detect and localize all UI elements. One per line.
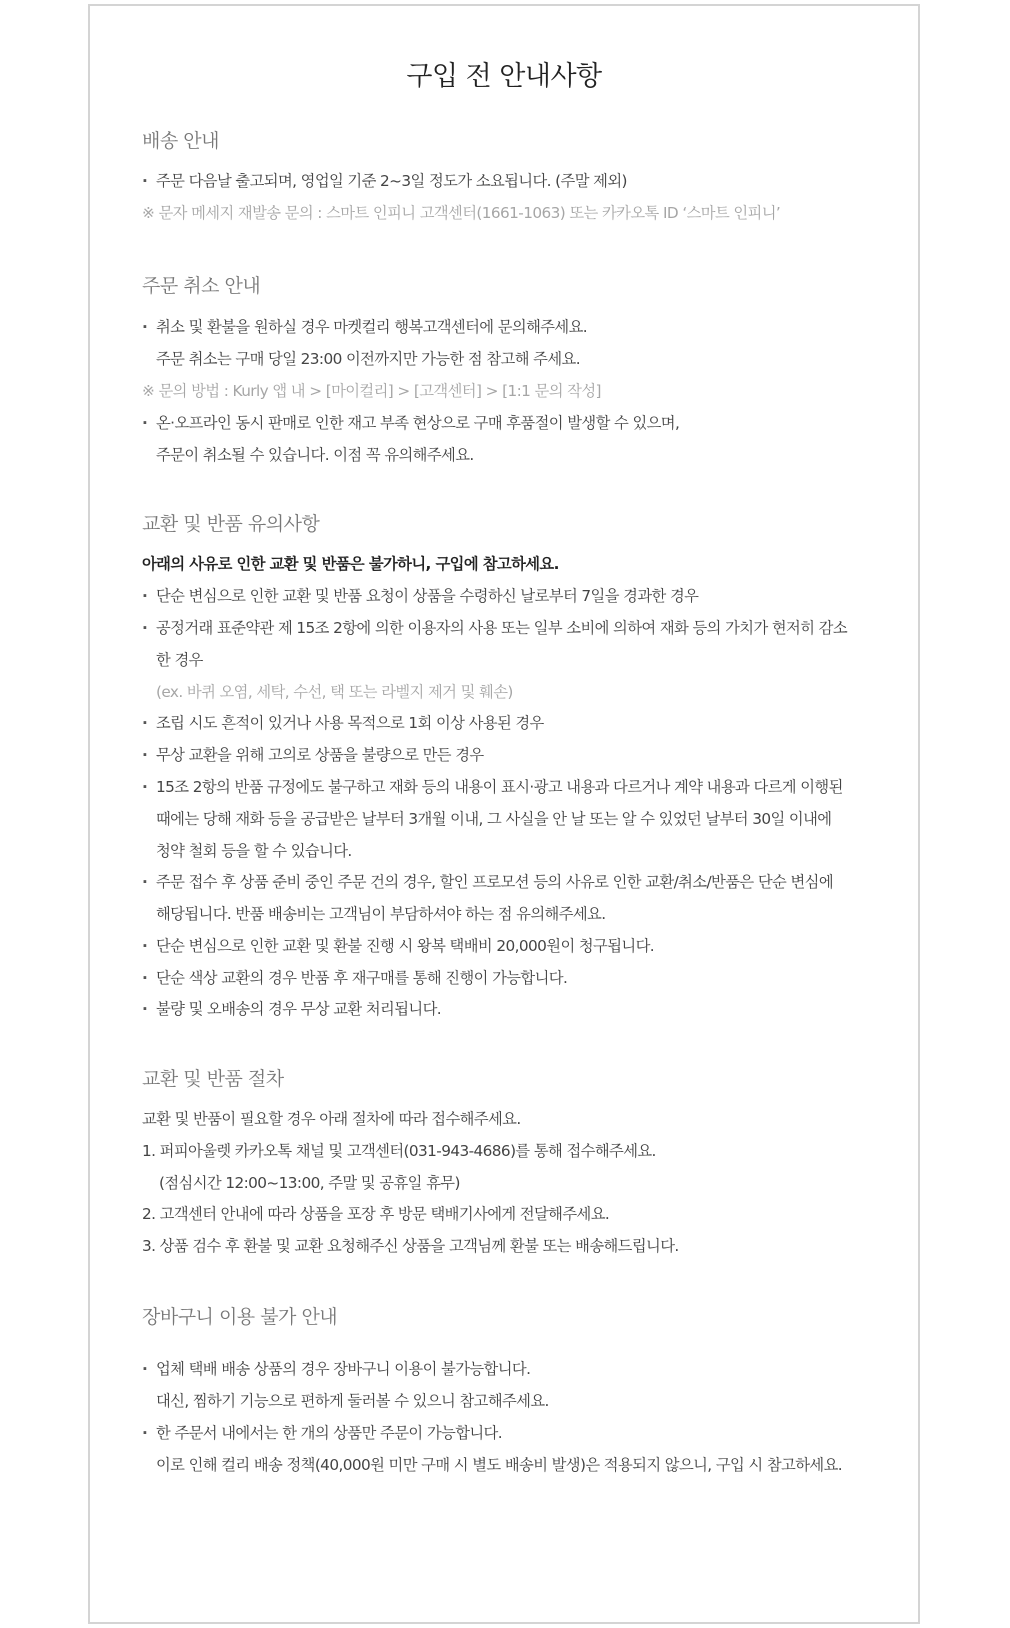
procedure-step-2: 2. 고객센터 안내에 따라 상품을 포장 후 방문 택배기사에게 전달해주세요. (142, 1205, 610, 1223)
cancel-note: ※ 문의 방법 : Kurly 앱 내 > [마이컬리] > [고객센터] > [1:1 문의 작성] (142, 382, 601, 400)
procedure-intro: 교환 및 반품이 필요할 경우 아래 절차에 따라 접수해주세요. (142, 1110, 521, 1128)
exchange-intro: 아래의 사유로 인한 교환 및 반품은 불가하니, 구입에 참고하세요. (142, 555, 559, 573)
exchange-item-8: · 단순 색상 교환의 경우 반품 후 재구매를 통해 진행이 가능합니다. (142, 968, 567, 988)
exchange-item-6-cont: 해당됩니다. 반품 배송비는 고객님이 부담하셔야 하는 점 유의해주세요. (156, 905, 606, 923)
cart-item-1-cont: 대신, 찜하기 기능으로 편하게 둘러볼 수 있으니 참고해주세요. (156, 1392, 549, 1410)
cancel-item-1: · 취소 및 환불을 원하실 경우 마켓컬리 행복고객센터에 문의해주세요. (142, 317, 587, 337)
cart-item-2: · 한 주문서 내에서는 한 개의 상품만 주문이 가능합니다. (142, 1423, 502, 1443)
shipping-note: ※ 문자 메세지 재발송 문의 : 스마트 인피니 고객센터(1661-1063) 또는 카카오톡 ID ‘스마트 인피니’ (142, 204, 781, 222)
exchange-item-4: · 무상 교환을 위해 고의로 상품을 불량으로 만든 경우 (142, 745, 484, 765)
section-heading-exchange: 교환 및 반품 유의사항 (142, 513, 320, 535)
shipping-item: · 주문 다음날 출고되며, 영업일 기준 2~3일 정도가 소요됩니다. (주말 제외) (142, 171, 627, 191)
cart-item-1: · 업체 택배 배송 상품의 경우 장바구니 이용이 불가능합니다. (142, 1359, 530, 1379)
exchange-item-1: · 단순 변심으로 인한 교환 및 반품 요청이 상품을 수령하신 날로부터 7일을 경과한 경우 (142, 586, 698, 606)
exchange-item-7: · 단순 변심으로 인한 교환 및 환불 진행 시 왕복 택배비 20,000원이 청구됩니다. (142, 936, 654, 956)
section-heading-shipping: 배송 안내 (142, 130, 219, 152)
exchange-item-5-cont-2: 청약 철회 등을 할 수 있습니다. (156, 842, 352, 860)
procedure-step-3: 3. 상품 검수 후 환불 및 교환 요청해주신 상품을 고객님께 환불 또는 배송해드립니다. (142, 1237, 679, 1255)
cancel-item-1-cont: 주문 취소는 구매 당일 23:00 이전까지만 가능한 점 참고해 주세요. (156, 350, 580, 368)
procedure-step-1-note: (점심시간 12:00~13:00, 주말 및 공휴일 휴무) (159, 1174, 460, 1192)
section-heading-procedure: 교환 및 반품 절차 (142, 1068, 284, 1090)
section-heading-cart: 장바구니 이용 불가 안내 (142, 1306, 338, 1328)
exchange-item-6: · 주문 접수 후 상품 준비 중인 주문 건의 경우, 할인 프로모션 등의 사유로 인한 교환/취소/반품은 단순 변심에 (142, 872, 833, 892)
cancel-item-2-cont: 주문이 취소될 수 있습니다. 이점 꼭 유의해주세요. (156, 446, 474, 464)
exchange-item-5: · 15조 2항의 반품 규정에도 불구하고 재화 등의 내용이 표시·광고 내용과 다르거나 계약 내용과 다르게 이행된 (142, 777, 843, 797)
notice-box (88, 4, 920, 1624)
exchange-item-2: · 공정거래 표준약관 제 15조 2항에 의한 이용자의 사용 또는 일부 소비에 의하여 재화 등의 가치가 현저히 감소 (142, 618, 847, 638)
page-title: 구입 전 안내사항 (406, 61, 602, 92)
cart-item-2-cont: 이로 인해 컬리 배송 정책(40,000원 미만 구매 시 별도 배송비 발생)은 적용되지 않으니, 구입 시 참고하세요. (156, 1456, 843, 1474)
exchange-item-2-note: (ex. 바퀴 오염, 세탁, 수선, 택 또는 라벨지 제거 및 훼손) (156, 683, 513, 701)
exchange-item-5-cont-1: 때에는 당해 재화 등을 공급받은 날부터 3개월 이내, 그 사실을 안 날 또는 알 수 있었던 날부터 30일 이내에 (156, 810, 832, 828)
cancel-item-2: · 온·오프라인 동시 판매로 인한 재고 부족 현상으로 구매 후품절이 발생할 수 있으며, (142, 413, 679, 433)
section-heading-cancel: 주문 취소 안내 (142, 275, 261, 297)
procedure-step-1: 1. 퍼피아울렛 카카오톡 채널 및 고객센터(031-943-4686)를 통해 접수해주세요. (142, 1142, 656, 1160)
exchange-item-9: · 불량 및 오배송의 경우 무상 교환 처리됩니다. (142, 999, 441, 1019)
exchange-item-3: · 조립 시도 흔적이 있거나 사용 목적으로 1회 이상 사용된 경우 (142, 713, 544, 733)
exchange-item-2-cont: 한 경우 (156, 651, 203, 669)
